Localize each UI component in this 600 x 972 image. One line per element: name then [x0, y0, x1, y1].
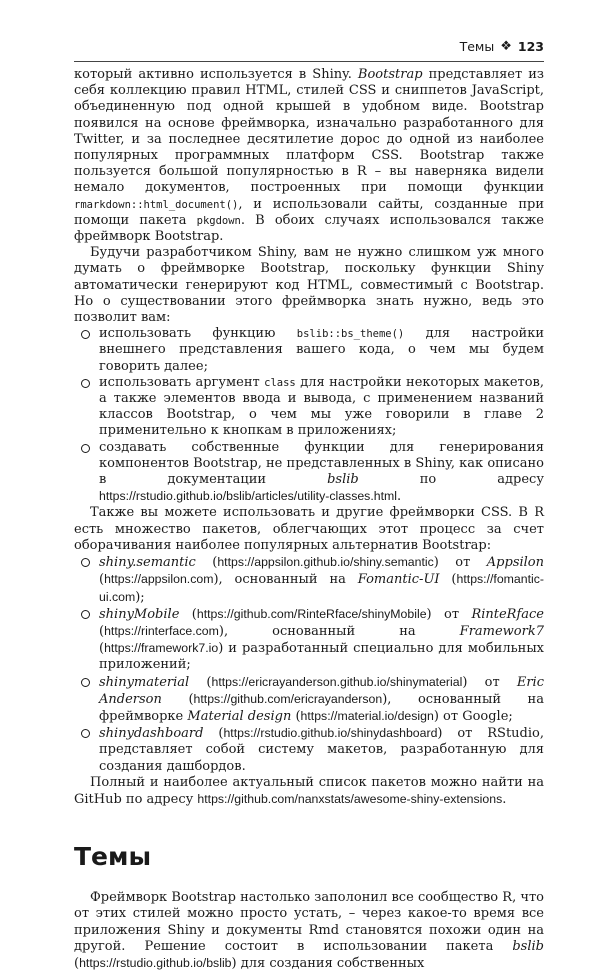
paragraph-awesome-list: Полный и наиболее актуальный список пакетов можно найти на GitHub по адресу https://github.com/nanxstats/awesome-shiny-extensions. — [74, 774, 544, 807]
list-item: shinymaterial (https://ericrayanderson.github.io/shinymaterial) от Eric Anderson (https://github.com/ericrayanderson), основанный на фреймворке Material design (https://material.io/design) от Google; — [74, 674, 544, 726]
bullet-icon — [81, 678, 90, 687]
url-link: https://fomantic-ui.com — [99, 572, 544, 604]
list-item: использовать аргумент class для настройки некоторых макетов, а также элементов ввода и вывода, с применением названий классов Bootstrap, о чем мы уже говорили в главе 2 применительно к кнопкам в приложениях; — [74, 375, 544, 440]
url-link: https://rstudio.github.io/bslib/articles/utility-classes.html — [99, 489, 397, 504]
bullet-icon — [81, 610, 90, 619]
list-item: создавать собственные функции для генерирования компонентов Bootstrap, не представленных в Shiny, как описано в документации bslib по адресу https://rstudio.github.io/bslib/articles/utility-classes.html. — [74, 440, 544, 506]
url-link: https://rstudio.github.io/shinydashboard — [223, 726, 438, 741]
code-html-document: rmarkdown::html_document() — [74, 198, 239, 211]
url-link: https://rinterface.com — [104, 623, 219, 638]
paragraph-other-frameworks: Также вы можете использовать и другие фреймворки CSS. В R есть множество пакетов, облегчающих этот процесс за счет оборачивания наиболее популярных альтернатив Bootstrap: — [74, 505, 544, 553]
paragraph-themes: Фреймворк Bootstrap настолько заполонил все сообщество R, что от этих стилей можно просто устать, – через какое-то время все приложения Shiny и документы Rmd становятся похожи один на другой. Решение состоит в использовании пакета bslib (https://rstudio.github.io/bslib) для создания собственных — [74, 890, 544, 971]
list-item: shiny.semantic (https://appsilon.github.io/shiny.semantic) от Appsilon (https://appsilon.com), основанный на Fomantic-UI (https://fomantic-ui.com); — [74, 554, 544, 606]
paragraph-developer: Будучи разработчиком Shiny, вам не нужно слишком уж много думать о фреймворке Bootstrap, поскольку функции Shiny автоматически генерируют код HTML, совместимый с Bootstrap. Но о существовании этого фреймворка знать нужно, ведь это позволит вам: — [74, 245, 544, 326]
running-head — [74, 39, 544, 54]
page-number: 123 — [517, 39, 544, 54]
bullet-icon — [81, 729, 90, 738]
url-link: https://appsilon.github.io/shiny.semantic — [217, 555, 434, 570]
section-heading: Темы — [74, 842, 152, 872]
url-link: https://material.io/design — [300, 708, 434, 723]
url-link: https://github.com/RinteRface/shinyMobile — [196, 606, 427, 621]
list-item: shinyMobile (https://github.com/RinteRface/shinyMobile) от RinteRface (https://rinterface.com), основанный на Framework7 (https://framework7.io) и разработанный специально для мобильных приложений; — [74, 606, 544, 674]
url-link: https://framework7.io — [104, 641, 219, 656]
running-head-section: Темы — [459, 39, 495, 54]
code-bs-theme: bslib::bs_theme() — [296, 328, 405, 341]
url-link: https://github.com/nanxstats/awesome-shiny-extensions — [197, 791, 503, 806]
bootstrap-term: Bootstrap — [357, 67, 423, 82]
bootstrap-uses-list — [74, 326, 544, 505]
ornament-icon: ❖ — [500, 39, 512, 54]
bullet-icon — [81, 379, 90, 388]
header-rule — [74, 61, 544, 62]
url-link: https://github.com/ericrayanderson — [193, 691, 383, 706]
paragraph-bootstrap-intro: который активно используется в Shiny. Bootstrap представляет из себя коллекцию правил HTML, стилей CSS и сниппетов JavaScript, объединенную под одной крышей в удобном виде. Bootstrap появился на основе фреймворка, изначально разработанного для Twitter, и за последнее десятилетие дорос до одной из наиболее популярных программных платформ CSS. Bootstrap также пользуется большой популярностью в R – вы наверняка видели немало документов, построенных при помощи функции rmarkdown::html_document(), и использовали сайты, созданные при помощи пакета pkgdown. В обоих случаях использовался также фреймворк Bootstrap. — [74, 67, 544, 245]
url-link: https://appsilon.com — [104, 572, 214, 587]
list-item: shinydashboard (https://rstudio.github.io/shinydashboard) от RStudio, представляет собой систему макетов, разработанную для создания дашбордов. — [74, 725, 544, 775]
framework-packages-list — [74, 554, 544, 775]
bullet-icon — [81, 444, 90, 453]
code-pkgdown: pkgdown — [196, 214, 241, 227]
bullet-icon — [81, 330, 90, 339]
code-class: class — [264, 376, 296, 389]
bullet-icon — [81, 558, 90, 567]
list-item: использовать функцию bslib::bs_theme() для настройки внешнего представления вашего кода, о чем мы будем говорить далее; — [74, 326, 544, 375]
url-link: https://ericrayanderson.github.io/shinymaterial — [211, 674, 463, 689]
url-link: https://rstudio.github.io/bslib — [79, 955, 232, 970]
body-text — [74, 67, 544, 972]
